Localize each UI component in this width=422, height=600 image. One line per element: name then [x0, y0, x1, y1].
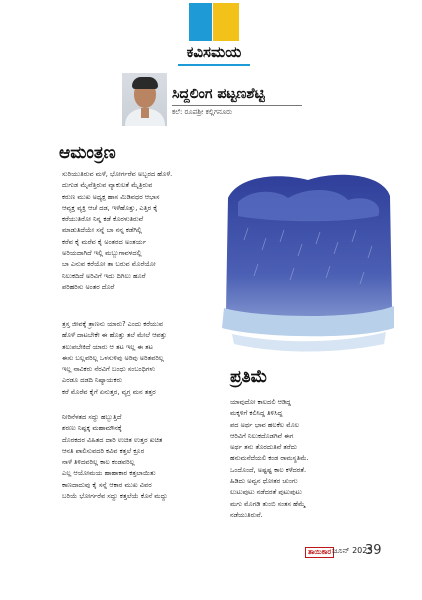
verse-line: ಪರಿಹರಿಸು ಅಂತರ ದೊರೆ: [62, 282, 115, 291]
verse-line: ತ್ರಸ್ತ ಜೀವಕ್ಕೆ ತ್ರಾಣನು ಯಾರು? ಎಂದು ಕರೆಯುವ: [62, 320, 164, 328]
verse-line: ಆನತಿ ಪಾಲಿಸುವದರಿ ಕವಿವ ಕತ್ತಲೆ ಕ್ರೂರ: [62, 446, 145, 455]
verse-line: ಮಾಡುತಿದೆಯೇ ಸನ್ನೆ ಬಾ ನನ್ನ ಕಡೆಗಿಲ್ಲಿ: [62, 226, 142, 235]
verse-line: ಬಾ ಎನುವ ಕರೆಯೋ ತಾ ಬರುವ ಮೊರೆಯೋ: [62, 260, 156, 269]
author-divider: [172, 105, 302, 106]
logo-blue-block: [189, 3, 212, 41]
verse-line: ಕರೆಯುತಿರೋ ನಿನ್ನ ಕಡೆ ಕೊರಳುತಿರುವೆ: [62, 215, 144, 224]
verse-line: ಕರೆ ಮೊರೆವ ಕೈಗೆ ಏನುತ್ತರ, ವ್ಯಗ್ರ ಮನ ತತ್ತರ: [62, 387, 156, 396]
verse-line: ಆವ್ಯಕ್ತ ವ್ಯಕ್ತಿ ಆಚೆ ದಡ, ಇಳೆಹೊತ್ತು, ಎತ್ತಿರ ಕೈ: [62, 203, 158, 212]
verse-line: ಸುರಿಯುತಿರುವ ಮಳೆ, ಭೋರ್ಗರೆವ ಅಬ್ಬರದ ಹೊಳೆ.: [62, 170, 173, 178]
poem1-title: ಆಮಂತ್ರಣ: [59, 143, 116, 163]
issue-date: ಜೂನ್ 2023: [332, 546, 373, 555]
verse-line: ಹನುಮನೆದೆಯಲಿ ಕಂಡ ರಾಮಸ್ಥತಿಮೆ.: [230, 454, 309, 463]
magazine-logo: ತಾಯಿಕಾರ: [305, 547, 334, 558]
verse-line: ಅರಿಯದಾಗಿದೆ ಇಲ್ಲಿ ಮಬ್ಬುಗಾವಳದಲ್ಲಿ: [62, 249, 142, 258]
verse-line: ಶರಣು ನಿಷ್ಪಕ್ಕ ಮಹಾಮೌನಕ್ಕೆ: [62, 424, 122, 433]
verse-line: ಮಗು ಮೊಗಡಿ ತುಂಬಿ ಸಂತಸ ಹೆಮ್ಮೆ: [230, 499, 306, 508]
verse-line: ಒಂದೊಂದೆ, ಅಷ್ಟಷ್ಟ ಕಾಲ ಕಳೆದರತೆ.: [230, 465, 307, 474]
verse-line: ನೀರಿನೆಳತದ ಸದ್ದು ಹಬ್ಬುತ್ತಿದೆ: [62, 413, 122, 421]
verse-line: ಎರಡೂ ದಡದಿ ನಿಷ್ಯಾಯಕರು: [62, 376, 123, 385]
section-logo: [189, 3, 239, 41]
section-label: ಕವಿಸಮಯ: [186, 43, 242, 61]
verse-line: ಹಿಡಿದು ಅವ್ವನ ಧೋತರ ಚುಂಗು: [230, 477, 298, 486]
page-number: 39: [365, 543, 382, 558]
photo-neck: [141, 108, 149, 118]
verse-line: ನಿಲುಕದಿದೆ ಅರಿವಿಗೆ ಇದು ದಿಗಿಲು ಹೂರೆ: [62, 271, 146, 280]
verse-line: ಕರುಣ ಮುಖ ಅಧ್ಯಕ್ಷ ಹಾಸ ಮಿಡಿವಧರ ಆಭಾಸ: [62, 192, 160, 201]
poem2-title: ಪ್ರತಿಮೆ: [230, 367, 268, 387]
author-name: ಸಿದ್ದಲಿಂಗ ಪಟ್ಟಣಶೆಟ್ಟಿ: [172, 86, 265, 102]
verse-line: ಈಸು ಬಲ್ಲವರಿಲ್ಲ ಒಳಸುಳಿವು ಅರಿವು ಅರಿತವರಿಲ್ಲ: [62, 353, 164, 362]
poem1-stanza2: [62, 319, 167, 398]
poem1-stanza1: [62, 169, 172, 293]
art-credit: ಕಲೆ: ರೂಪಶ್ರೀ ಕಲ್ಲಿಗನೂರು: [172, 108, 233, 116]
verse-line: ನಡೆಯುತಿರುವೆ.: [230, 510, 263, 519]
verse-line: ದುಗುಡ ಮೈವೆತ್ತಿರುವ ವ್ಯಾಕುಲತೆ ಮೈತ್ರಿರುವ: [62, 181, 153, 190]
verse-line: ಆರಿವಿಗೆ ನಿಲುಕದೊಡಗಿವೆ ಈಗ: [230, 431, 294, 440]
verse-line: ಮಕ್ಕಳಿಗೆ ಕಲಿಸಿದ್ದ ತಿಳಿಸಿದ್ದ: [230, 409, 283, 418]
poem1-stanza3: [62, 412, 168, 502]
verse-line: ಇಲ್ಲ ನಾವಿಕರು ನೆರವಿಗೆ ಬಂಧು ಸಂಬಂಧಿಗಳು: [62, 365, 156, 374]
verse-line: ಕರೆವ ಕೈ ಮರೆವ ಕೈ ಅಂತರದ ಅಂತರ್ಯ: [62, 237, 147, 246]
verse-line: ಪದ ಅರ್ಥ ಭಾವ ಹಲಕೆಲ ಮೊಲ: [230, 420, 300, 429]
section-underline: [178, 64, 250, 66]
verse-line: ಲುಟುಪುಟು ನಡೆದರತೆ ಪುಟುಪುಟು: [230, 488, 302, 497]
author-photo: [122, 73, 167, 126]
poem2-verse: [230, 397, 309, 521]
verse-line: ನಾಳೆ ತಿಳಿದವರಿಲ್ಲ ಕಾಲ ಕಂಡವರಿಲ್ಲ: [62, 458, 135, 467]
verse-line: ದೊರಕದರ ವಿಹಿತದ ದಾರಿ ಉಚಿತ ಉತ್ತರ ಖಚಿತ: [62, 435, 163, 444]
verse-line: ಎಲ್ಲ ಆಯೋಮಯ ಹಾಹಾಕಾರ ಕತ್ತಲಾಯಿತು: [62, 469, 156, 478]
logo-yellow-block: [213, 3, 239, 41]
verse-line: ಬರಿಯೆ ಭೋರ್ಗರೆವ ಸದ್ದು ಕತ್ತಲೆಯೆ ಕೊನೆ ಮದ್ದು: [62, 492, 168, 501]
verse-line: ಕಾಣದಾದುವು ಕೈ ಸನ್ನೆ ಆಕಾರ ಮುಖ ವಿವರ: [62, 480, 152, 489]
verse-line: ತಲುಪಬೇಕಿದೆ ಯಾರು ಆ ತಟ ಇಲ್ಲ ಈ ತಟ: [62, 342, 153, 351]
photo-hair: [132, 77, 158, 89]
verse-line: ಯಾವುದೋ ಕಾಲದಲಿ ಆಡಿದ್ದ: [230, 398, 291, 406]
verse-line: ಅರ್ಥ ತನು ತೊರದುತಿವೆ ತರೆದು: [230, 443, 297, 452]
verse-line: ಹೊಳೆ ದಾಟಬೇಕೇ ಈ ಹೊತ್ತು ತಲೆ ಮೇಲೆ ಆಪತ್ತು: [62, 331, 167, 340]
rain-cloud-painting: [218, 168, 396, 356]
